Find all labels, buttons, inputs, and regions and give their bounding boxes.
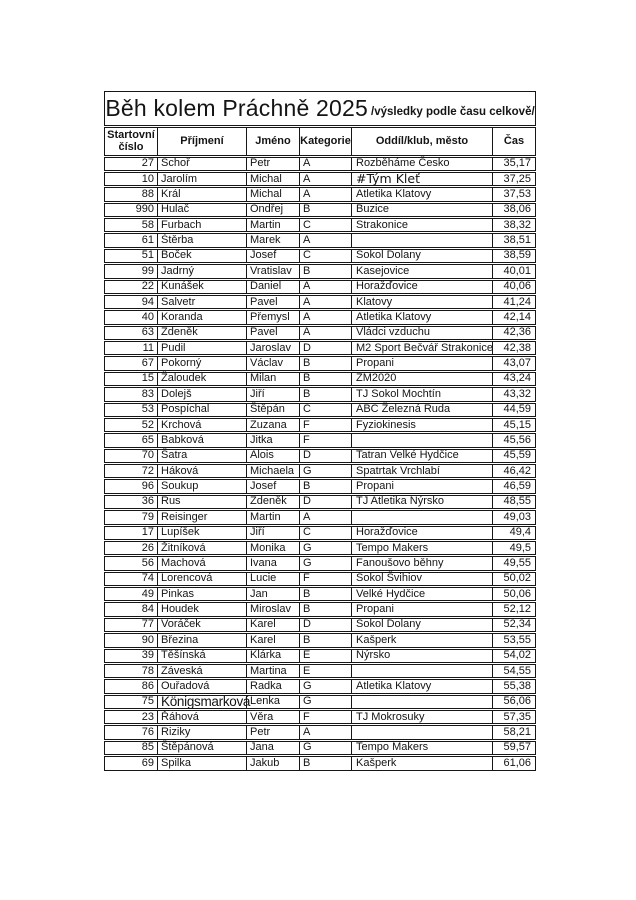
cell-first-name: Pavel [247, 327, 300, 339]
cell-surname: Štěpánová [158, 742, 247, 754]
cell-surname: Štěrba [158, 234, 247, 246]
cell-surname: Zdeněk [158, 327, 247, 339]
cell-start-number: 83 [105, 388, 158, 400]
cell-surname: Jadrný [158, 265, 247, 277]
cell-surname: Riziky [158, 726, 247, 738]
cell-surname: Pospíchal [158, 404, 247, 416]
table-row [104, 725, 536, 739]
cell-club: Propani [352, 357, 493, 369]
cell-first-name: Klárka [247, 650, 300, 662]
cell-category: A [300, 327, 352, 339]
cell-category: B [300, 603, 352, 615]
table-row [104, 341, 536, 355]
table-row [104, 449, 536, 463]
cell-time: 37,25 [503, 172, 531, 185]
cell-club: TJ Sokol Mochtín [352, 388, 493, 400]
cell-surname: Lorencová [158, 573, 247, 585]
cell-club: #Tým Kleť [352, 173, 493, 185]
cell-category: B [300, 373, 352, 385]
cell-category: B [300, 265, 352, 277]
cell-start-number: 77 [105, 619, 158, 631]
cell-club: Fyziokinesis [352, 419, 493, 431]
cell-category: A [300, 726, 352, 738]
cell-time: 45,15 [503, 418, 531, 431]
cell-category: A [300, 511, 352, 523]
cell-club [352, 234, 493, 246]
cell-club: ABC Železná Ruda [352, 404, 493, 416]
cell-time: 54,02 [503, 649, 531, 662]
cell-surname: Háková [158, 465, 247, 477]
table-row [104, 756, 536, 770]
cell-category: A [300, 234, 352, 246]
cell-time: 43,07 [503, 357, 531, 370]
cell-surname: Machová [158, 557, 247, 569]
column-header-category: Kategorie [300, 128, 352, 155]
cell-category: G [300, 542, 352, 554]
cell-club: Vládci vzduchu [352, 327, 493, 339]
table-row [104, 372, 536, 386]
table-row [104, 618, 536, 632]
page-title: Běh kolem Práchně 2025 [105, 94, 369, 121]
table-row [104, 710, 536, 724]
cell-first-name: Michaela [247, 465, 300, 477]
cell-time: 41,24 [503, 295, 531, 308]
results-table [104, 91, 536, 771]
table-row [104, 187, 536, 201]
cell-start-number: 52 [105, 419, 158, 431]
cell-start-number: 70 [105, 450, 158, 462]
table-row [104, 679, 536, 693]
cell-time: 46,42 [503, 464, 531, 477]
cell-category: A [300, 158, 352, 170]
cell-start-number: 27 [105, 158, 158, 170]
cell-first-name: Jiří [247, 527, 300, 539]
cell-category: C [300, 250, 352, 262]
column-header-start-number: Startovní číslo [105, 128, 158, 155]
cell-category: C [300, 219, 352, 231]
cell-category: E [300, 665, 352, 677]
cell-surname: Březina [158, 634, 247, 646]
cell-time: 49,03 [503, 510, 531, 523]
cell-club: M2 Sport Bečvář Strakonice [352, 342, 493, 354]
cell-time: 56,06 [503, 695, 531, 708]
table-row [104, 264, 536, 278]
cell-start-number: 63 [105, 327, 158, 339]
cell-surname: Boček [158, 250, 247, 262]
cell-category: A [300, 281, 352, 293]
cell-first-name: Vratislav [247, 265, 300, 277]
cell-start-number: 67 [105, 357, 158, 369]
cell-time: 50,06 [503, 587, 531, 600]
cell-start-number: 10 [105, 173, 158, 185]
cell-start-number: 76 [105, 726, 158, 738]
cell-start-number: 78 [105, 665, 158, 677]
cell-club: Buzice [352, 204, 493, 216]
cell-first-name: Jana [247, 742, 300, 754]
cell-surname: Schoř [158, 158, 247, 170]
cell-club: Rozběháme Česko [352, 158, 493, 170]
cell-time: 53,55 [503, 633, 531, 646]
cell-first-name: Karel [247, 619, 300, 631]
cell-start-number: 74 [105, 573, 158, 585]
table-row [104, 418, 536, 432]
cell-time: 49,5 [509, 541, 531, 554]
cell-time: 43,24 [503, 372, 531, 385]
cell-category: D [300, 619, 352, 631]
cell-first-name: Václav [247, 357, 300, 369]
cell-first-name: Martina [247, 665, 300, 677]
table-row [104, 602, 536, 616]
cell-time: 54,55 [503, 664, 531, 677]
cell-start-number: 72 [105, 465, 158, 477]
cell-time: 45,59 [503, 449, 531, 462]
cell-category: A [300, 296, 352, 308]
cell-club: Fanoušovo běhny [352, 557, 493, 569]
table-row [104, 495, 536, 509]
cell-start-number: 99 [105, 265, 158, 277]
cell-surname: Ouřadová [158, 680, 247, 692]
cell-surname: Dolejš [158, 388, 247, 400]
cell-club: Sokol Švihiov [352, 573, 493, 585]
cell-time: 35,17 [503, 157, 531, 170]
cell-category: B [300, 588, 352, 600]
cell-start-number: 88 [105, 188, 158, 200]
cell-time: 38,32 [503, 218, 531, 231]
cell-start-number: 94 [105, 296, 158, 308]
cell-club: Horažďovice [352, 527, 493, 539]
table-row [104, 403, 536, 417]
cell-club: Klatovy [352, 296, 493, 308]
cell-club: Strakonice [352, 219, 493, 231]
column-header-surname: Příjmení [158, 128, 247, 155]
cell-first-name: Pavel [247, 296, 300, 308]
cell-first-name: Martin [247, 511, 300, 523]
cell-time: 48,55 [503, 495, 531, 508]
cell-start-number: 49 [105, 588, 158, 600]
cell-time: 42,36 [503, 326, 531, 339]
cell-time: 61,06 [503, 756, 531, 769]
cell-time: 43,32 [503, 387, 531, 400]
cell-time: 40,01 [503, 264, 531, 277]
cell-category: E [300, 650, 352, 662]
cell-first-name: Michal [247, 188, 300, 200]
cell-start-number: 17 [105, 527, 158, 539]
cell-surname: Žitníková [158, 542, 247, 554]
cell-category: C [300, 404, 352, 416]
cell-start-number: 22 [105, 281, 158, 293]
cell-first-name: Štěpán [247, 404, 300, 416]
table-row [104, 633, 536, 647]
column-header-time: Čas [503, 134, 525, 147]
cell-first-name: Jan [247, 588, 300, 600]
cell-club: Nýrsko [352, 650, 493, 662]
cell-club: Atletika Klatovy [352, 311, 493, 323]
table-header [104, 127, 536, 156]
cell-start-number: 65 [105, 434, 158, 446]
table-row [104, 433, 536, 447]
page-subtitle: /výsledky podle času celkově/ [371, 105, 535, 118]
cell-start-number: 90 [105, 634, 158, 646]
cell-start-number: 86 [105, 680, 158, 692]
cell-surname: Salvetr [158, 296, 247, 308]
cell-time: 38,59 [503, 249, 531, 262]
cell-first-name: Karel [247, 634, 300, 646]
cell-category: G [300, 742, 352, 754]
table-row [104, 172, 536, 186]
cell-category: G [300, 465, 352, 477]
cell-category: B [300, 204, 352, 216]
cell-time: 40,06 [503, 280, 531, 293]
cell-club [352, 434, 493, 446]
table-row [104, 572, 536, 586]
cell-start-number: 23 [105, 711, 158, 723]
cell-first-name: Marek [247, 234, 300, 246]
cell-surname: Koranda [158, 311, 247, 323]
cell-first-name: Michal [247, 173, 300, 185]
cell-start-number: 990 [105, 204, 158, 216]
table-row [104, 203, 536, 217]
cell-category: D [300, 496, 352, 508]
cell-club: Kasejovice [352, 265, 493, 277]
cell-category: A [300, 311, 352, 323]
cell-first-name: Monika [247, 542, 300, 554]
cell-club: Spatrtak Vrchlabí [352, 465, 493, 477]
table-row [104, 326, 536, 340]
table-row [104, 556, 536, 570]
cell-first-name: Ondřej [247, 204, 300, 216]
table-row [104, 295, 536, 309]
cell-category: G [300, 680, 352, 692]
cell-first-name: Petr [247, 158, 300, 170]
cell-category: B [300, 634, 352, 646]
cell-time: 37,53 [503, 187, 531, 200]
cell-time: 45,56 [503, 433, 531, 446]
cell-category: A [300, 188, 352, 200]
cell-surname: Jarolím [158, 173, 247, 185]
cell-time: 38,51 [503, 234, 531, 247]
cell-time: 44,59 [503, 403, 531, 416]
cell-time: 49,55 [503, 556, 531, 569]
cell-start-number: 56 [105, 557, 158, 569]
cell-first-name: Martin [247, 219, 300, 231]
cell-first-name: Přemysl [247, 311, 300, 323]
cell-club: Atletika Klatovy [352, 188, 493, 200]
cell-category: D [300, 450, 352, 462]
cell-category: D [300, 342, 352, 354]
cell-club: Tempo Makers [352, 542, 493, 554]
cell-first-name: Miroslav [247, 603, 300, 615]
table-row [104, 356, 536, 370]
cell-category: C [300, 527, 352, 539]
table-row [104, 464, 536, 478]
table-row [104, 479, 536, 493]
cell-start-number: 58 [105, 219, 158, 231]
cell-category: B [300, 357, 352, 369]
cell-surname: Pudil [158, 342, 247, 354]
cell-club: Propani [352, 480, 493, 492]
table-row [104, 741, 536, 755]
cell-surname: Königsmarková [158, 696, 247, 708]
table-row [104, 664, 536, 678]
cell-first-name: Milan [247, 373, 300, 385]
cell-category: F [300, 434, 352, 446]
cell-club [352, 665, 493, 677]
table-row [104, 526, 536, 540]
cell-club: Kašperk [352, 634, 493, 646]
cell-time: 57,35 [503, 710, 531, 723]
cell-time: 46,59 [503, 480, 531, 493]
cell-first-name: Lenka [247, 696, 300, 708]
table-row [104, 249, 536, 263]
results-table-body [104, 157, 536, 771]
cell-surname: Žaloudek [158, 373, 247, 385]
cell-category: F [300, 573, 352, 585]
cell-club: Tatran Velké Hydčice [352, 450, 493, 462]
cell-surname: Krchová [158, 419, 247, 431]
cell-start-number: 96 [105, 480, 158, 492]
cell-club: ZM2020 [352, 373, 493, 385]
cell-first-name: Josef [247, 250, 300, 262]
cell-surname: Kunášek [158, 281, 247, 293]
cell-first-name: Petr [247, 726, 300, 738]
cell-club [352, 511, 493, 523]
cell-club: Sokol Dolany [352, 250, 493, 262]
table-row [104, 387, 536, 401]
cell-start-number: 51 [105, 250, 158, 262]
cell-start-number: 75 [105, 696, 158, 708]
table-row [104, 541, 536, 555]
cell-category: B [300, 480, 352, 492]
cell-first-name: Alois [247, 450, 300, 462]
cell-time: 59,57 [503, 741, 531, 754]
cell-surname: Záveská [158, 665, 247, 677]
cell-time: 50,02 [503, 572, 531, 585]
cell-surname: Šatra [158, 450, 247, 462]
cell-first-name: Daniel [247, 281, 300, 293]
cell-surname: Těšínská [158, 650, 247, 662]
cell-surname: Houdek [158, 603, 247, 615]
column-header-first-name: Jméno [247, 128, 300, 155]
cell-first-name: Radka [247, 680, 300, 692]
cell-start-number: 79 [105, 511, 158, 523]
cell-start-number: 26 [105, 542, 158, 554]
cell-club: Tempo Makers [352, 742, 493, 754]
cell-first-name: Věra [247, 711, 300, 723]
table-row [104, 233, 536, 247]
cell-club: Velké Hydčice [352, 588, 493, 600]
cell-first-name: Ivana [247, 557, 300, 569]
cell-time: 42,38 [503, 341, 531, 354]
cell-first-name: Jitka [247, 434, 300, 446]
cell-time: 38,06 [503, 203, 531, 216]
cell-club: TJ Mokrosuky [352, 711, 493, 723]
cell-start-number: 61 [105, 234, 158, 246]
table-row [104, 510, 536, 524]
cell-surname: Voráček [158, 619, 247, 631]
cell-first-name: Lucie [247, 573, 300, 585]
cell-surname: Furbach [158, 219, 247, 231]
cell-surname: Babková [158, 434, 247, 446]
cell-surname: Soukup [158, 480, 247, 492]
table-row [104, 695, 536, 709]
cell-start-number: 84 [105, 603, 158, 615]
cell-club: TJ Atletika Nýrsko [352, 496, 493, 508]
cell-surname: Hulač [158, 204, 247, 216]
cell-category: F [300, 711, 352, 723]
cell-category: F [300, 419, 352, 431]
cell-start-number: 53 [105, 404, 158, 416]
cell-category: G [300, 557, 352, 569]
cell-start-number: 69 [105, 757, 158, 769]
cell-surname: Král [158, 188, 247, 200]
cell-first-name: Jaroslav [247, 342, 300, 354]
cell-surname: Reisinger [158, 511, 247, 523]
cell-category: G [300, 696, 352, 708]
table-row [104, 649, 536, 663]
cell-first-name: Jakub [247, 757, 300, 769]
cell-start-number: 39 [105, 650, 158, 662]
cell-surname: Spilka [158, 757, 247, 769]
table-row [104, 587, 536, 601]
cell-time: 42,14 [503, 310, 531, 323]
cell-category: B [300, 388, 352, 400]
table-row [104, 157, 536, 171]
cell-start-number: 40 [105, 311, 158, 323]
cell-surname: Lupíšek [158, 527, 247, 539]
cell-surname: Rus [158, 496, 247, 508]
cell-time: 55,38 [503, 679, 531, 692]
cell-category: B [300, 757, 352, 769]
table-row [104, 280, 536, 294]
cell-time: 52,34 [503, 618, 531, 631]
cell-surname: Pinkas [158, 588, 247, 600]
table-row [104, 218, 536, 232]
cell-club [352, 726, 493, 738]
cell-time: 49,4 [509, 526, 531, 539]
document-title [104, 91, 536, 126]
cell-start-number: 11 [105, 342, 158, 354]
column-header-club: Oddíl/klub, město [352, 128, 493, 155]
cell-first-name: Zdeněk [247, 496, 300, 508]
cell-surname: Řáhová [158, 711, 247, 723]
cell-club: Kašperk [352, 757, 493, 769]
table-row [104, 310, 536, 324]
cell-club: Horažďovice [352, 281, 493, 293]
cell-start-number: 85 [105, 742, 158, 754]
cell-surname: Pokorný [158, 357, 247, 369]
cell-club: Atletika Klatovy [352, 680, 493, 692]
cell-club [352, 696, 493, 708]
cell-category: A [300, 173, 352, 185]
cell-time: 52,12 [503, 603, 531, 616]
cell-start-number: 15 [105, 373, 158, 385]
cell-first-name: Jiří [247, 388, 300, 400]
cell-club: Sokol Dolany [352, 619, 493, 631]
cell-first-name: Josef [247, 480, 300, 492]
cell-first-name: Zuzana [247, 419, 300, 431]
cell-start-number: 36 [105, 496, 158, 508]
cell-club: Propani [352, 603, 493, 615]
cell-time: 58,21 [503, 726, 531, 739]
